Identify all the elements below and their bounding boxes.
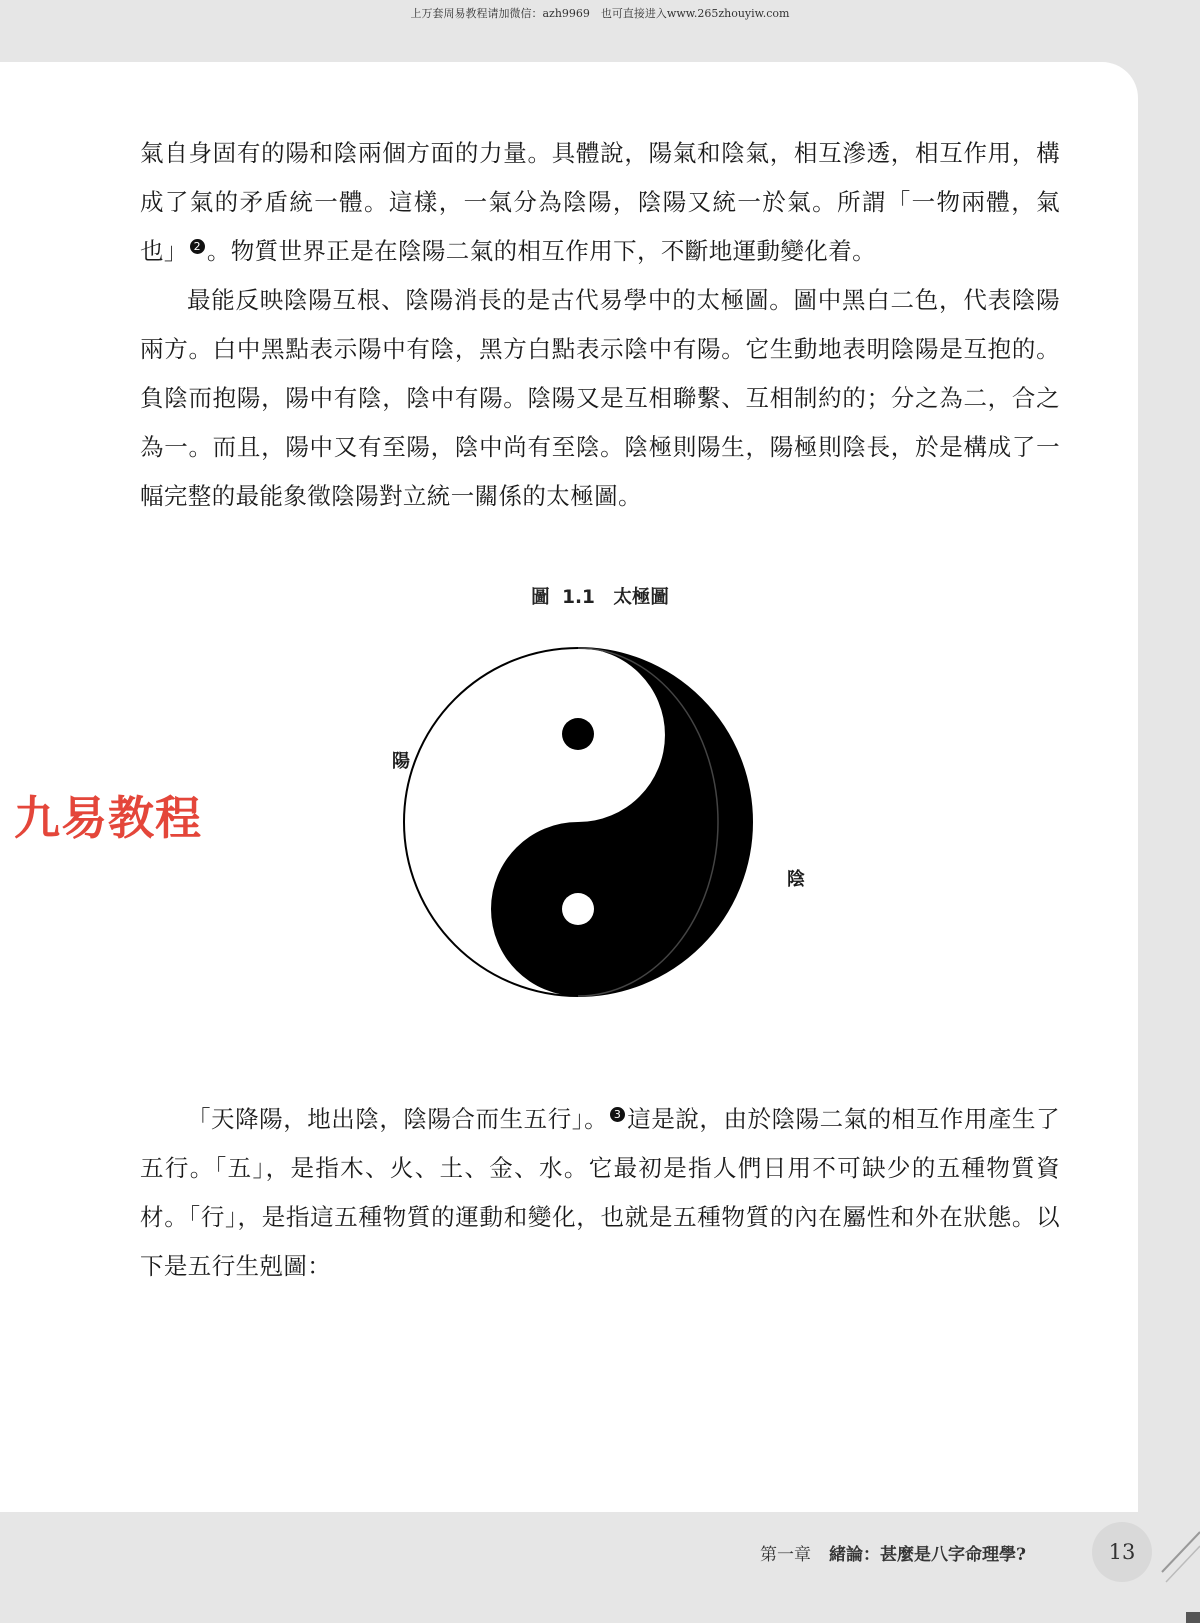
paragraph-1-text-a: 氣自身固有的陽和陰兩個方面的力量。具體說，陽氣和陰氣，相互滲透，相互作用，構成了氣的矛盾統一體。這樣，一氣分為陰陽，陰陽又統一於氣。所謂「一物兩體，氣也」	[140, 139, 1060, 265]
figure-caption: 圖 1.1 太極圖	[531, 587, 669, 608]
page-bottom-band	[0, 1512, 1200, 1623]
taiji-yin-dot	[562, 893, 594, 925]
body-text-lower	[140, 1095, 1060, 1291]
paragraph-3	[140, 1095, 1060, 1291]
watermark-logo: 九易教程	[14, 791, 202, 845]
top-banner: 上万套周易教程请加微信：azh9969 也可直接进入www.265zhouyiw.com	[410, 7, 790, 20]
page-number: 13	[1092, 1522, 1152, 1582]
footnote-marker-2: 2	[190, 239, 205, 254]
label-yin: 陰	[787, 869, 805, 890]
footer-chapter-title: 緒論：甚麼是八字命理學?	[829, 1545, 1026, 1565]
footnote-marker-3: 3	[610, 1107, 625, 1122]
paragraph-3-text-b: 這是說，由於陰陽二氣的相互作用產生了五行。「五」，是指木、火、土、金、水。它最初是指人們日用不可缺少的五種物質資材。「行」，是指這五種物質的運動和變化，也就是五種物質的內在屬性和外在狀態。以下是五行生剋圖：	[140, 1105, 1060, 1280]
paragraph-2: 最能反映陰陽互根、陰陽消長的是古代易學中的太極圖。圖中黑白二色，代表陰陽兩方。白中黑點表示陽中有陰，黑方白點表示陰中有陽。它生動地表明陰陽是互抱的。負陰而抱陽，陽中有陰，陰中有陽。陰陽又是互相聯繫、互相制約的；分之為二，合之為一。而且，陽中又有至陽，陰中尚有至陰。陰極則陽生，陽極則陰長，於是構成了一幅完整的最能象徵陰陽對立統一關係的太極圖。	[140, 286, 1060, 510]
taiji-yang-dot	[562, 718, 594, 750]
body-text-upper	[140, 129, 1060, 521]
paragraph-3-text-a: 「天降陽，地出陰，陰陽合而生五行」。	[187, 1105, 609, 1133]
footer-chapter	[760, 1540, 1026, 1565]
page-corner-decoration	[1160, 1512, 1200, 1623]
taiji-diagram	[400, 634, 790, 1010]
label-yang: 陽	[392, 751, 410, 772]
paragraph-1-text-b: 。物質世界正是在陰陽二氣的相互作用下，不斷地運動變化着。	[206, 237, 877, 265]
paragraph-1	[140, 129, 1060, 276]
footer-chapter-number: 第一章	[760, 1545, 811, 1565]
